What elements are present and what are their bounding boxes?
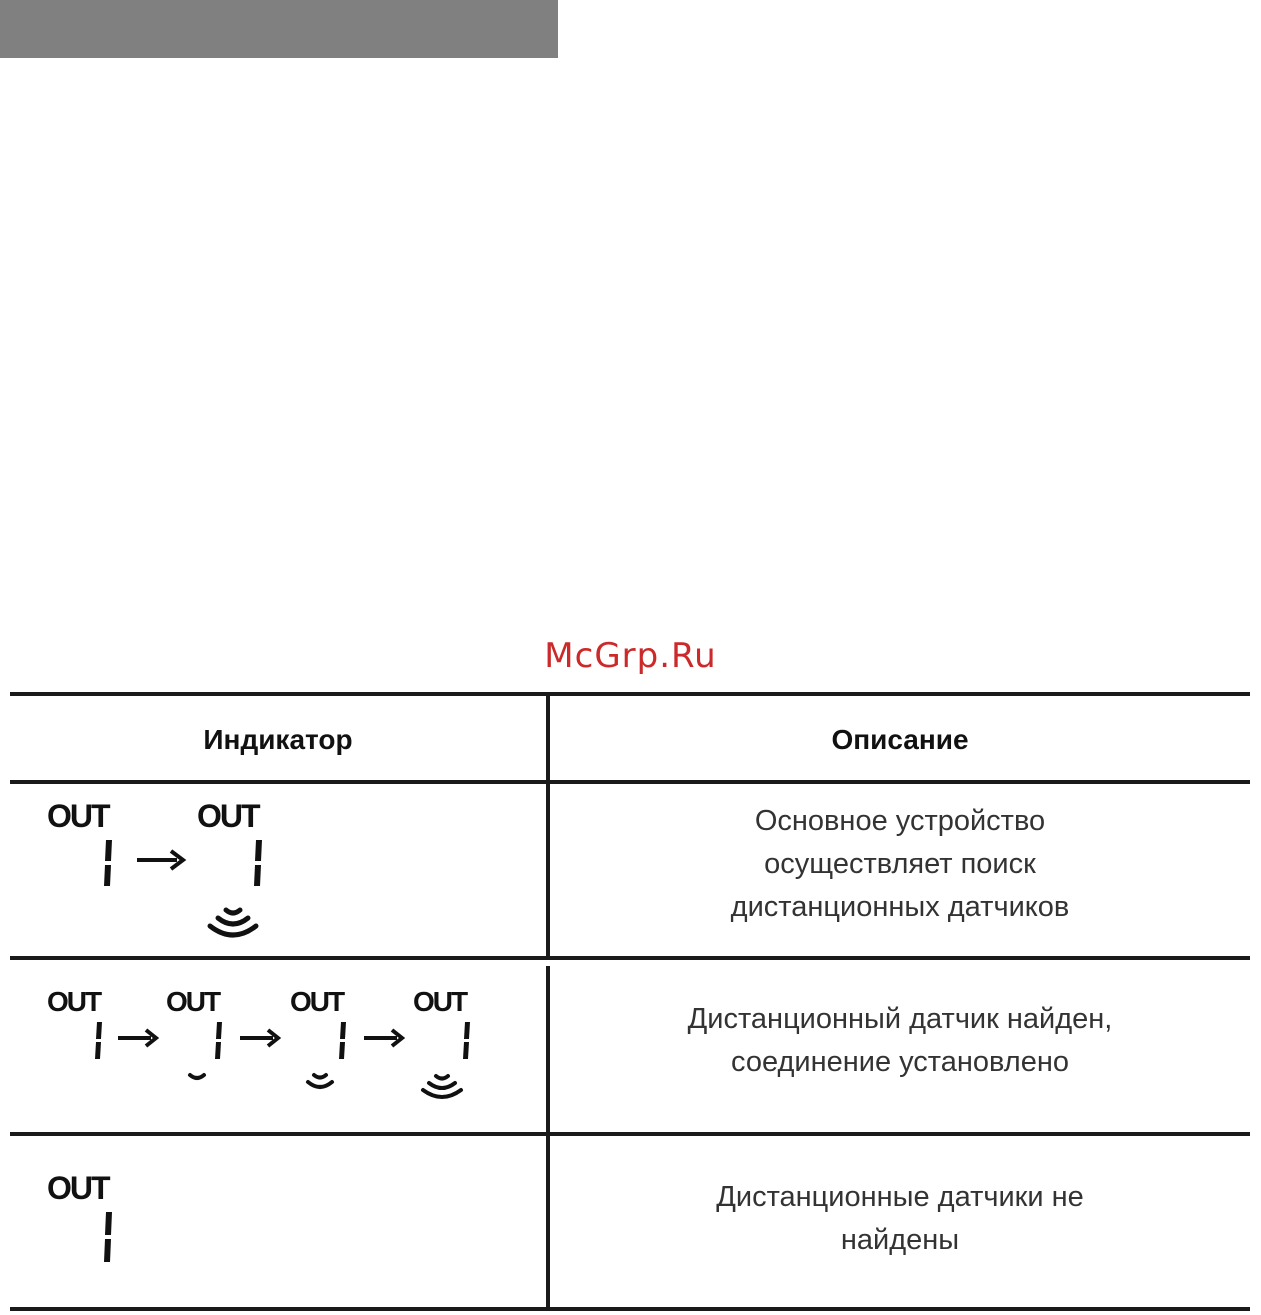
signal-waves-icon <box>420 1072 464 1102</box>
table-top-border <box>10 692 1250 696</box>
row-divider <box>10 956 1250 960</box>
column-header-indicator: Индикатор <box>203 724 353 755</box>
out-label: OUT <box>413 986 467 1017</box>
row-divider <box>10 1132 1250 1136</box>
row-description: Основное устройство осуществляет поиск дистанционных датчиков <box>730 805 1070 923</box>
out-label: OUT <box>47 798 109 834</box>
right-arrow-icon <box>364 1028 406 1048</box>
signal-waves-icon <box>205 904 261 942</box>
signal-waves-icon <box>188 1072 206 1082</box>
out-label: OUT <box>47 1170 109 1206</box>
table-bottom-border <box>10 1307 1250 1311</box>
seven-segment-digit-1-icon <box>100 1212 118 1264</box>
seven-segment-digit-1-icon <box>212 1022 226 1060</box>
seven-segment-digit-1-icon <box>336 1022 350 1060</box>
right-arrow-icon <box>118 1028 160 1048</box>
seven-segment-digit-1-icon <box>460 1022 474 1060</box>
row-description: Дистанционные датчики не найдены <box>716 1181 1084 1256</box>
row-description: Дистанционный датчик найден, соединение установлено <box>687 1003 1113 1078</box>
seven-segment-digit-1-icon <box>100 840 118 888</box>
out-label: OUT <box>166 986 220 1017</box>
out-label: OUT <box>197 798 259 834</box>
column-header-description: Описание <box>831 724 969 755</box>
seven-segment-digit-1-icon <box>92 1022 106 1060</box>
header-bottom-border <box>10 780 1250 784</box>
watermark: McGrp.Ru <box>544 636 717 676</box>
signal-waves-icon <box>305 1072 335 1092</box>
out-label: OUT <box>290 986 344 1017</box>
out-label: OUT <box>47 986 101 1017</box>
right-arrow-icon <box>137 849 187 871</box>
right-arrow-icon <box>240 1028 282 1048</box>
header-gray-bar <box>0 0 558 58</box>
seven-segment-digit-1-icon <box>250 840 268 888</box>
